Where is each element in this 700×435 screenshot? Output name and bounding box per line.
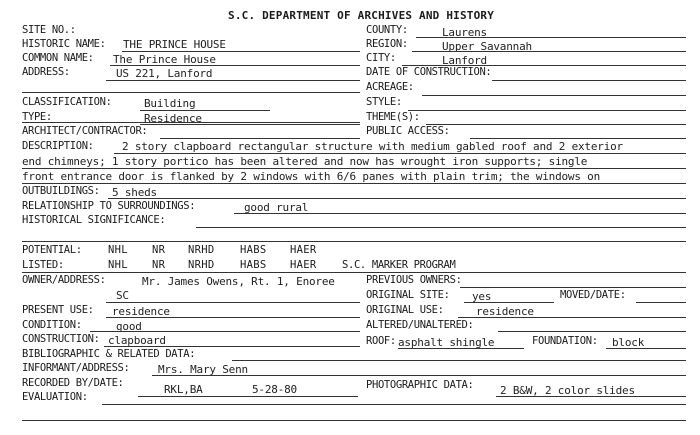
rule: [398, 348, 524, 349]
rule: [110, 65, 360, 66]
rule: [152, 375, 686, 376]
foundation-label: FOUNDATION:: [532, 335, 598, 347]
marker-program-label: S.C. MARKER PROGRAM: [342, 259, 456, 271]
roof-value: asphalt shingle: [398, 336, 495, 349]
rule: [498, 331, 686, 332]
rule: [496, 396, 686, 397]
original-use-value: residence: [476, 305, 534, 318]
common-name-value: The Prince House: [113, 53, 216, 66]
rule: [106, 80, 360, 81]
rule: [22, 183, 686, 184]
present-use-value: residence: [112, 305, 170, 318]
rule: [422, 95, 686, 96]
rule: [426, 124, 686, 125]
historic-name-value: THE PRINCE HOUSE: [123, 38, 226, 51]
owner-state-value: SC: [116, 289, 129, 302]
potential-nrhd: NRHD: [188, 244, 215, 256]
address-value: US 221, Lanford: [116, 67, 213, 80]
historic-name-label: HISTORIC NAME:: [22, 38, 106, 50]
photographic-data-value: 2 B&W, 2 color slides: [500, 384, 635, 397]
rule: [140, 110, 270, 111]
listed-haer: HAER: [290, 259, 317, 271]
rule: [90, 331, 360, 332]
classification-label: CLASSIFICATION:: [22, 96, 112, 108]
roof-label: ROOF:: [366, 335, 396, 347]
city-label: CITY:: [366, 52, 396, 64]
informant-value: Mrs. Mary Senn: [158, 363, 248, 376]
outbuildings-value: 5 sheds: [112, 186, 157, 199]
informant-label: INFORMANT/ADDRESS:: [22, 362, 130, 374]
region-label: REGION:: [366, 38, 408, 50]
public-access-label: PUBLIC ACCESS:: [366, 125, 450, 137]
date-of-construction-label: DATE OF CONSTRUCTION:: [366, 66, 492, 78]
evaluation-label: EVALUATION:: [22, 391, 88, 403]
original-site-value: yes: [472, 290, 492, 303]
classification-value: Building: [144, 97, 196, 110]
rule: [464, 302, 554, 303]
type-value: Residence: [144, 112, 202, 125]
owner-address-label: OWNER/ADDRESS:: [22, 274, 106, 286]
rule: [108, 198, 686, 199]
owner-address-value: Mr. James Owens, Rt. 1, Enoree: [142, 275, 335, 288]
rule: [470, 138, 686, 139]
rule: [140, 124, 360, 125]
potential-nhl: NHL: [108, 244, 128, 256]
outbuildings-label: OUTBUILDINGS:: [22, 185, 100, 197]
rule: [138, 396, 358, 397]
construction-label: CONSTRUCTION:: [22, 333, 100, 345]
relationship-label: RELATIONSHIP TO SURROUNDINGS:: [22, 200, 196, 212]
listed-label: LISTED:: [22, 259, 64, 271]
rule: [122, 51, 360, 52]
condition-label: CONDITION:: [22, 319, 82, 331]
relationship-value: good rural: [244, 201, 309, 214]
rule: [636, 302, 686, 303]
description-line-1: 2 story clapboard rectangular structure with medium gabled roof and 2 exterior: [122, 140, 623, 153]
description-label: DESCRIPTION:: [22, 140, 94, 152]
description-line-3: front entrance door is flanked by 2 windows with 6/6 panes with plain trim; the windows on: [22, 170, 601, 183]
rule: [22, 241, 686, 242]
address-label: ADDRESS:: [22, 66, 70, 78]
region-value: Upper Savannah: [442, 40, 532, 53]
original-site-label: ORIGINAL SITE:: [366, 289, 450, 301]
county-label: COUNTY:: [366, 24, 408, 36]
rule: [106, 302, 360, 303]
condition-value: good: [116, 320, 142, 333]
present-use-label: PRESENT USE:: [22, 304, 94, 316]
potential-habs: HABS: [240, 244, 267, 256]
potential-label: POTENTIAL:: [22, 244, 82, 256]
altered-label: ALTERED/UNALTERED:: [366, 319, 474, 331]
potential-haer: HAER: [290, 244, 317, 256]
rule: [114, 153, 686, 154]
rule: [104, 346, 360, 347]
site-no-label: SITE NO.:: [22, 24, 76, 36]
foundation-value: block: [612, 336, 645, 349]
acreage-label: ACREAGE:: [366, 81, 414, 93]
themes-label: THEME(S):: [366, 111, 420, 123]
form-title: S.C. DEPARTMENT OF ARCHIVES AND HISTORY: [228, 9, 495, 22]
listed-nrhd: NRHD: [188, 259, 215, 271]
rule: [234, 213, 686, 214]
rule: [606, 348, 686, 349]
listed-habs: HABS: [240, 259, 267, 271]
recorded-date-value: 5-28-80: [252, 383, 297, 396]
construction-value: clapboard: [108, 334, 166, 347]
style-label: STYLE:: [366, 96, 402, 108]
city-value: Lanford: [442, 54, 487, 67]
rule: [416, 37, 686, 38]
type-label: TYPE:: [22, 111, 52, 123]
rule: [22, 272, 686, 273]
bibliographic-label: BIBLIOGRAPHIC & RELATED DATA:: [22, 348, 196, 360]
rule: [22, 122, 360, 123]
rule: [458, 317, 686, 318]
rule: [460, 287, 686, 288]
potential-nr: NR: [152, 244, 166, 256]
moved-date-label: MOVED/DATE:: [560, 289, 626, 301]
rule: [160, 138, 360, 139]
photographic-data-label: PHOTOGRAPHIC DATA:: [366, 379, 474, 391]
rule: [232, 360, 686, 361]
historical-significance-label: HISTORICAL SIGNIFICANCE:: [22, 214, 166, 226]
rule: [408, 110, 686, 111]
rule: [22, 168, 686, 169]
recorded-by-label: RECORDED BY/DATE:: [22, 377, 124, 389]
common-name-label: COMMON NAME:: [22, 52, 94, 64]
rule: [402, 65, 686, 66]
previous-owners-label: PREVIOUS OWNERS:: [366, 274, 462, 286]
county-value: Laurens: [442, 26, 487, 39]
rule: [492, 80, 686, 81]
rule: [412, 51, 686, 52]
rule: [22, 420, 686, 421]
rule: [22, 92, 360, 93]
listed-nr: NR: [152, 259, 166, 271]
recorded-by-value: RKL,BA: [164, 383, 203, 396]
architect-label: ARCHITECT/CONTRACTOR:: [22, 125, 148, 137]
rule: [106, 317, 360, 318]
rule: [102, 404, 686, 405]
description-line-2: end chimneys; 1 story portico has been altered and now has wrought iron supports; single: [22, 155, 588, 168]
rule: [196, 227, 686, 228]
listed-nhl: NHL: [108, 259, 128, 271]
original-use-label: ORIGINAL USE:: [366, 304, 444, 316]
